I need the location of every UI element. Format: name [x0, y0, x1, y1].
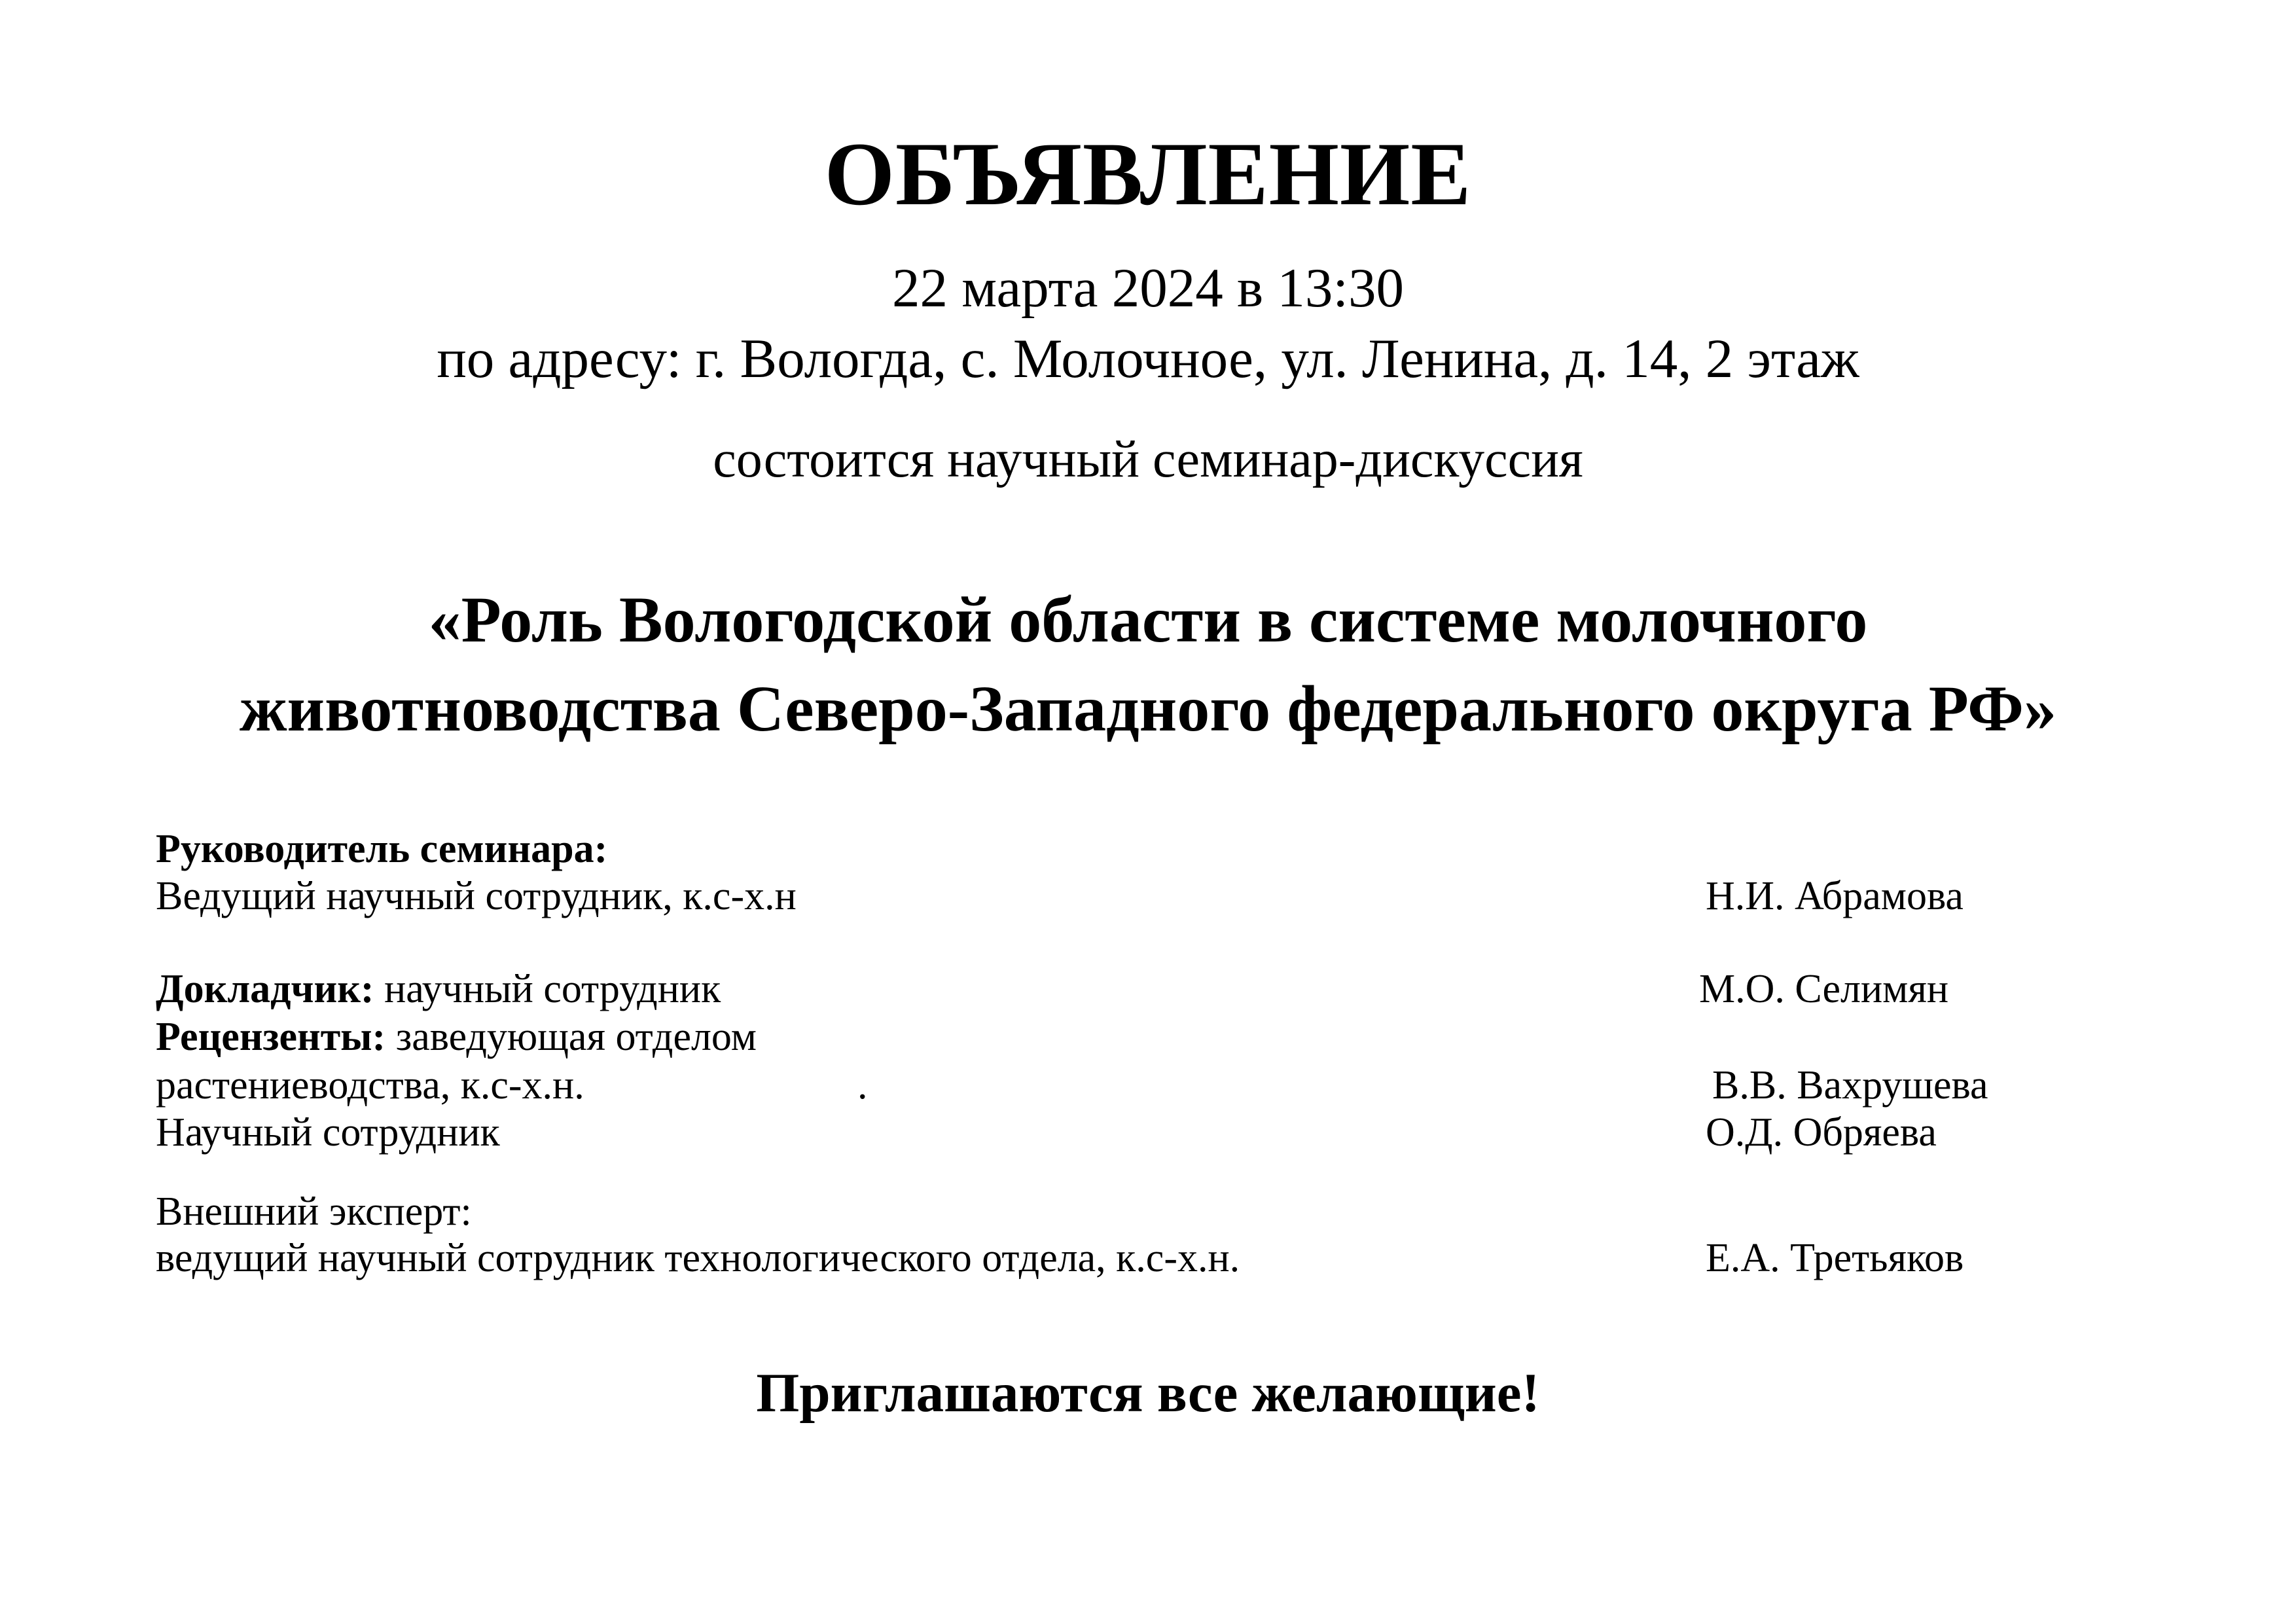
event-date: 22 марта 2024 в 13:30	[892, 257, 1404, 319]
event-address: по адресу: г. Вологда, с. Молочное, ул. Ленина, д. 14, 2 этаж	[437, 328, 1859, 389]
expert-position: ведущий научный сотрудник технологического отдела, к.с-х.н.	[156, 1236, 1240, 1280]
reviewer-2-name: О.Д. Обряева	[1706, 1110, 1937, 1155]
page-title: ОБЪЯВЛЕНИЕ	[824, 124, 1472, 224]
closing-invitation: Приглашаются все желающие!	[756, 1362, 1540, 1424]
expert-label: Внешний эксперт:	[156, 1189, 472, 1234]
head-name: Н.И. Абрамова	[1706, 874, 1964, 918]
reviewer-1-position-part-1: заведующая отделом	[395, 1015, 757, 1059]
speaker-label: Докладчик:	[156, 967, 374, 1011]
event-intro: состоится научный семинар-дискуссия	[713, 431, 1583, 488]
seminar-topic-line-1: «Роль Вологодской области в системе молочного	[428, 583, 1868, 656]
reviewer-1-name: В.В. Вахрушева	[1712, 1063, 1988, 1108]
speaker-position: научный сотрудник	[384, 967, 721, 1011]
reviewer-1-position-part-2: растениеводства, к.с-х.н.	[156, 1063, 584, 1108]
expert-name: Е.А. Третьяков	[1706, 1236, 1964, 1280]
seminar-topic-line-2: животноводства Северо-Западного федерального округа РФ»	[239, 672, 2057, 745]
speaker-name: М.О. Селимян	[1699, 967, 1949, 1011]
reviewer-2-position: Научный сотрудник	[156, 1110, 500, 1155]
head-label: Руководитель семинара:	[156, 827, 608, 871]
speaker-line	[156, 969, 721, 1009]
reviewers-line	[156, 1017, 757, 1057]
reviewers-label: Рецензенты:	[156, 1015, 386, 1059]
reviewer-1-dot: .	[857, 1063, 868, 1108]
head-position: Ведущий научный сотрудник, к.с-х.н	[156, 874, 797, 918]
